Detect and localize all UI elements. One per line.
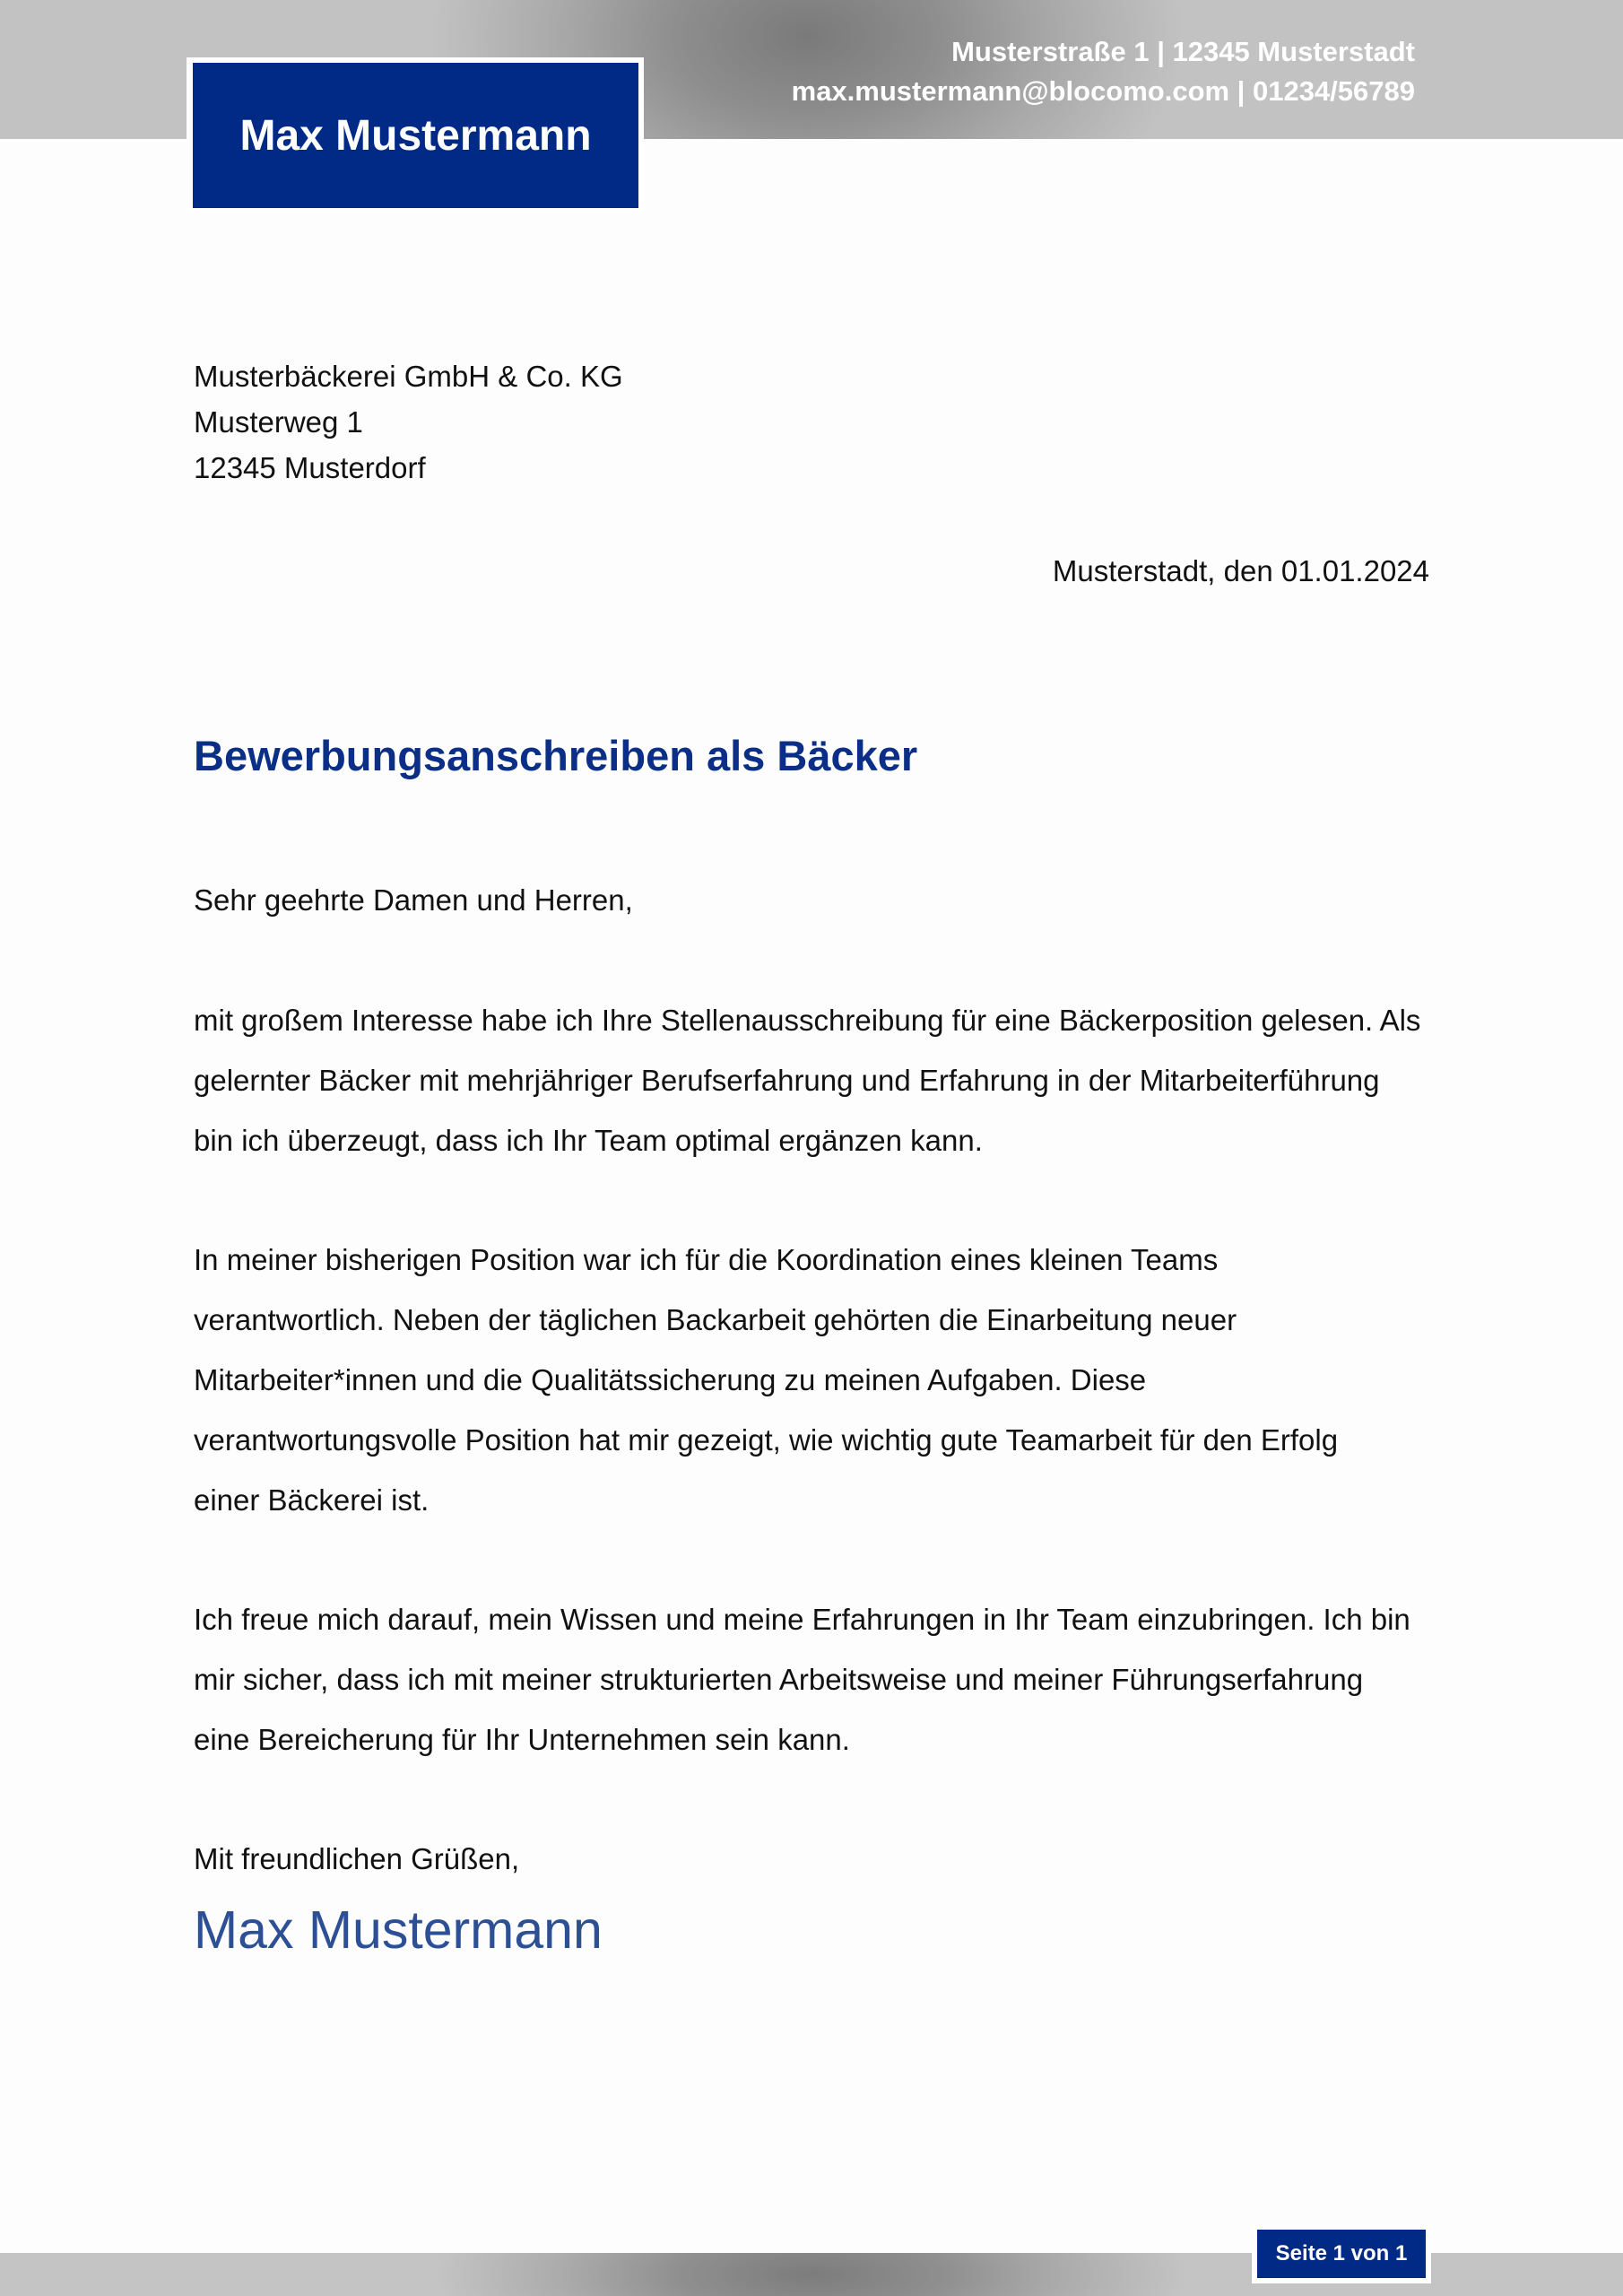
recipient-street: Musterweg 1 xyxy=(194,405,363,439)
page-number-label: Seite 1 von 1 xyxy=(1275,2241,1408,2266)
letter-subject: Bewerbungsanschreiben als Bäcker xyxy=(194,732,918,779)
paragraph-3 xyxy=(194,1589,1449,1770)
recipient-address xyxy=(194,353,623,491)
sender-contact: max.mustermann@blocomo.com | 01234/56789 xyxy=(791,75,1415,107)
paragraph-1 xyxy=(194,990,1449,1170)
sender-name: Max Mustermann xyxy=(239,111,592,160)
paragraph-2 xyxy=(194,1230,1449,1530)
paragraph-line: verantwortungsvolle Position hat mir gezeigt, wie wichtig gute Teamarbeit für den Erfolg xyxy=(194,1423,1339,1457)
closing-text: Mit freundlichen Grüßen, xyxy=(194,1842,520,1875)
salutation-text: Sehr geehrte Damen und Herren, xyxy=(194,883,633,917)
recipient-city: 12345 Musterdorf xyxy=(194,451,426,484)
paragraph-line: In meiner bisherigen Position war ich für die Koordination eines kleinen Teams xyxy=(194,1243,1219,1276)
sender-address: Musterstraße 1 | 12345 Musterstadt xyxy=(951,36,1415,67)
header-contact xyxy=(792,32,1415,111)
paragraph-line: bin ich überzeugt, dass ich Ihr Team optimal ergänzen kann. xyxy=(194,1124,983,1157)
paragraph-line: mir sicher, dass ich mit meiner strukturierten Arbeitsweise und meiner Führungserfahrung xyxy=(194,1663,1364,1696)
paragraph-line: mit großem Interesse habe ich Ihre Stellenausschreibung für eine Bäckerposition gelesen. Als xyxy=(194,1004,1421,1037)
paragraph-line: Ich freue mich darauf, mein Wissen und meine Erfahrungen in Ihr Team einzubringen. Ich bin xyxy=(194,1603,1410,1636)
salutation xyxy=(194,870,1449,930)
page-number-badge xyxy=(1257,2230,1426,2278)
closing xyxy=(194,1829,1449,1889)
date-line: Musterstadt, den 01.01.2024 xyxy=(1052,554,1429,587)
paragraph-line: gelernter Bäcker mit mehrjähriger Berufserfahrung und Erfahrung in der Mitarbeiterführung xyxy=(194,1064,1380,1097)
signature: Max Mustermann xyxy=(194,1900,603,1960)
paragraph-line: einer Bäckerei ist. xyxy=(194,1483,430,1517)
paragraph-line: Mitarbeiter*innen und die Qualitätssicherung zu meinen Aufgaben. Diese xyxy=(194,1363,1147,1396)
paragraph-line: eine Bereicherung für Ihr Unternehmen sein kann. xyxy=(194,1723,850,1756)
sender-name-box xyxy=(193,63,638,208)
paragraph-line: verantwortlich. Neben der täglichen Backarbeit gehörten die Einarbeitung neuer xyxy=(194,1303,1237,1336)
recipient-company: Musterbäckerei GmbH & Co. KG xyxy=(194,360,623,393)
